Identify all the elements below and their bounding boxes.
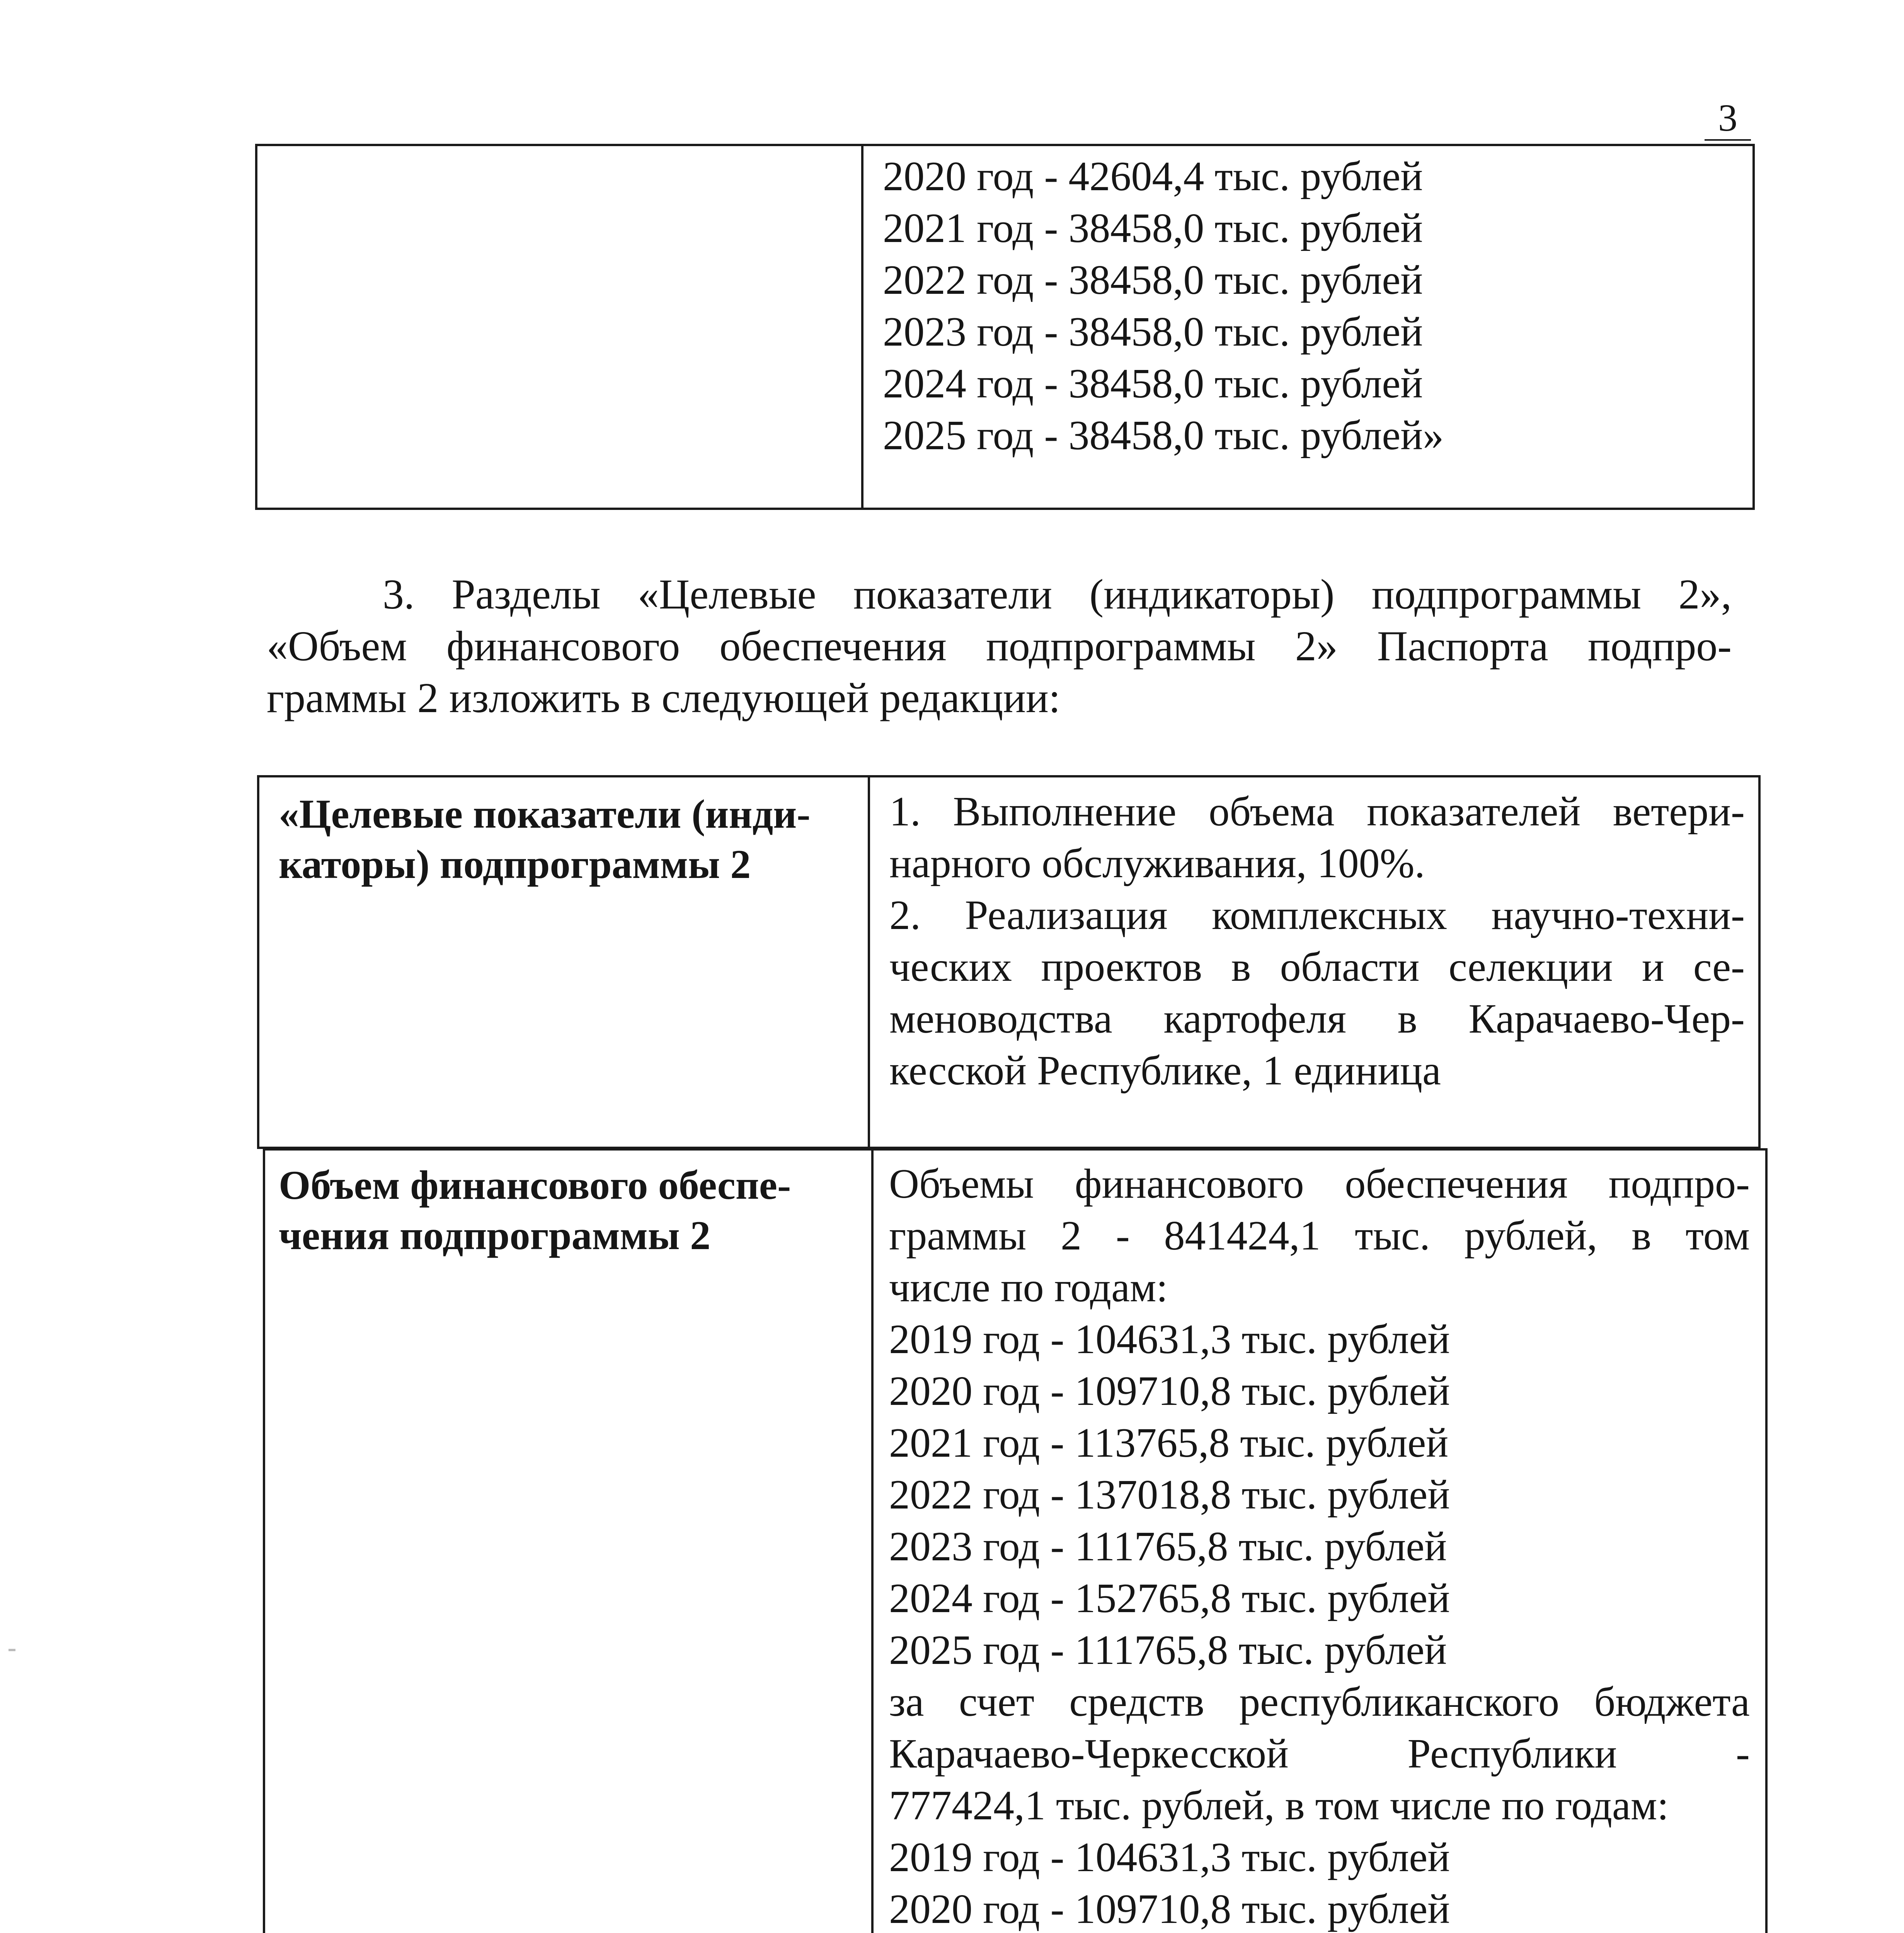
paragraph-line: 3. Разделы «Целевые показатели (индикаторы) подпрограммы 2», bbox=[383, 571, 1732, 618]
table-continuation bbox=[255, 144, 1755, 510]
target-line: меноводства картофеля в Карачаево-Чер- bbox=[889, 996, 1745, 1042]
finance-value-cell bbox=[872, 1149, 1766, 1933]
target-line: 1. Выполнение объема показателей ветери- bbox=[889, 789, 1745, 835]
year-line: 2024 год - 38458,0 тыс. рублей bbox=[883, 361, 1423, 407]
target-line: ческих проектов в области селекции и се- bbox=[889, 944, 1745, 990]
finance-line: 2020 год - 109710,8 тыс. рублей bbox=[889, 1886, 1450, 1932]
finance-label: чения подпрограммы 2 bbox=[279, 1213, 711, 1258]
target-line: нарного обслуживания, 100%. bbox=[889, 840, 1425, 886]
finance-line: граммы 2 - 841424,1 тыс. рублей, в том bbox=[889, 1213, 1750, 1259]
finance-line: 2025 год - 111765,8 тыс. рублей bbox=[889, 1627, 1447, 1673]
finance-line: Объемы финансового обеспечения подпро- bbox=[889, 1161, 1750, 1207]
finance-line: числе по годам: bbox=[889, 1265, 1168, 1311]
finance-line: 777424,1 тыс. рублей, в том числе по годам: bbox=[889, 1783, 1669, 1829]
finance-line: за счет средств республиканского бюджета bbox=[889, 1679, 1750, 1725]
paragraph-line: граммы 2 изложить в следующей редакции: bbox=[267, 674, 1061, 721]
finance-line: 2019 год - 104631,3 тыс. рублей bbox=[889, 1316, 1450, 1362]
finance-table bbox=[263, 1148, 1768, 1933]
target-line: 2. Реализация комплексных научно-техни- bbox=[889, 892, 1745, 938]
finance-line: 2019 год - 104631,3 тыс. рублей bbox=[889, 1834, 1450, 1880]
body-paragraph bbox=[267, 568, 1732, 724]
targets-label: «Целевые показатели (инди- bbox=[279, 791, 811, 837]
finance-label: Объем финансового обеспе- bbox=[279, 1163, 791, 1208]
targets-value-cell bbox=[869, 776, 1759, 1148]
year-line: 2023 год - 38458,0 тыс. рублей bbox=[883, 309, 1423, 355]
finance-line: 2021 год - 113765,8 тыс. рублей bbox=[889, 1420, 1449, 1466]
year-line: 2021 год - 38458,0 тыс. рублей bbox=[883, 205, 1423, 251]
year-line: 2020 год - 42604,4 тыс. рублей bbox=[883, 153, 1423, 199]
finance-line: 2024 год - 152765,8 тыс. рублей bbox=[889, 1575, 1450, 1621]
finance-line: 2020 год - 109710,8 тыс. рублей bbox=[889, 1368, 1450, 1414]
page-number: 3 bbox=[1705, 97, 1751, 141]
targets-label-cell bbox=[258, 776, 869, 1148]
table-value-cell bbox=[862, 145, 1754, 509]
targets-label: каторы) подпрограммы 2 bbox=[279, 842, 751, 887]
finance-line: Карачаево-Черкесской Республики - bbox=[889, 1731, 1750, 1777]
finance-line: 2022 год - 137018,8 тыс. рублей bbox=[889, 1472, 1450, 1518]
table-empty-cell bbox=[256, 145, 862, 509]
paragraph-line: «Объем финансового обеспечения подпрограммы 2» Паспорта подпро- bbox=[267, 622, 1732, 670]
scan-mark bbox=[9, 1649, 15, 1651]
targets-table bbox=[257, 775, 1761, 1149]
finance-label-cell bbox=[264, 1149, 872, 1933]
year-line: 2022 год - 38458,0 тыс. рублей bbox=[883, 257, 1423, 303]
target-line: кесской Республике, 1 единица bbox=[889, 1048, 1441, 1094]
year-line: 2025 год - 38458,0 тыс. рублей» bbox=[883, 413, 1444, 459]
finance-line: 2023 год - 111765,8 тыс. рублей bbox=[889, 1524, 1447, 1570]
